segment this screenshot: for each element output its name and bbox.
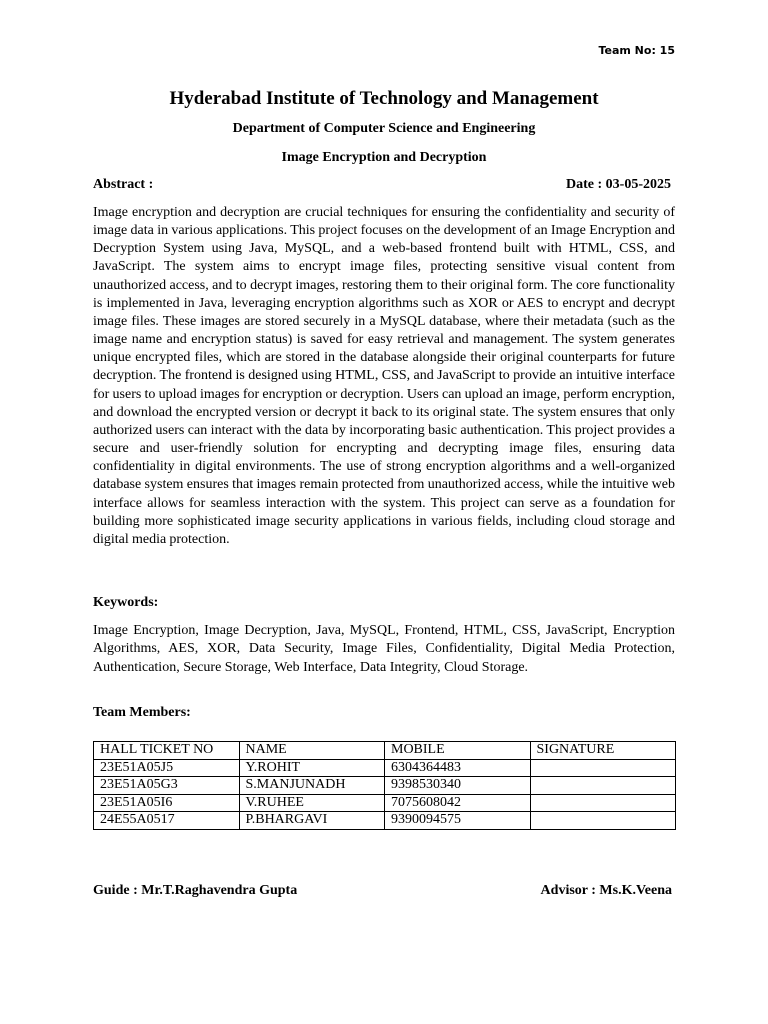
table-row xyxy=(94,777,676,795)
column-header-name: NAME xyxy=(239,742,385,760)
abstract-text: Image encryption and decryption are crucial techniques for ensuring the confidentiality and security of image data in various applications. This project focuses on the development of an Image Encryption and Decryption System using Java, MySQL, and a web-based frontend built with HTML, CSS, and JavaScript. The system aims to encrypt image files, protecting sensitive visual content from unauthorized access, and to decrypt images, restoring them to their original form. The core functionality is implemented in Java, leveraging encryption algorithms such as XOR or AES to encrypt and decrypt image files. These images are stored securely in a MySQL database, where their metadata (such as the image name and encryption status) is saved for easy retrieval and management. The system generates unique encrypted files, which are stored in the database alongside their original counterparts for future decryption. The frontend is designed using HTML, CSS, and JavaScript to provide an intuitive interface for users to upload images for encryption or decryption. Users can upload an image, perform encryption, and download the encrypted version or decrypt it back to its original state. The system ensures that only authorized users can interact with the data by incorporating basic authentication. This project provides a secure and user-friendly solution for encrypting and decrypting image files, ensuring data confidentiality in digital environments. The use of strong encryption algorithms and a well-organized database system ensures that images remain protected from unauthorized access, while the intuitive web interface allows for seamless interaction with the system. This project can serve as a foundation for building more sophisticated image security applications in various fields, including cloud storage and digital media protection. xyxy=(93,205,675,547)
table-row xyxy=(94,794,676,812)
hall-ticket-cell: 24E55A0517 xyxy=(94,812,240,830)
name-cell: P.BHARGAVI xyxy=(239,812,385,830)
table-header-row xyxy=(94,742,676,760)
team-members-label: Team Members: xyxy=(93,705,191,720)
name-cell: S.MANJUNADH xyxy=(239,777,385,795)
signature-cell xyxy=(530,777,676,795)
project-title: Image Encryption and Decryption xyxy=(281,150,487,165)
column-header-hall-ticket: HALL TICKET NO xyxy=(94,742,240,760)
mobile-cell: 7075608042 xyxy=(385,794,531,812)
advisor-name: Advisor : Ms.K.Veena xyxy=(540,883,672,898)
mobile-cell: 6304364483 xyxy=(385,759,531,777)
abstract-label: Abstract : xyxy=(93,177,154,192)
team-number: Team No: 15 xyxy=(598,44,675,57)
guide-name: Guide : Mr.T.Raghavendra Gupta xyxy=(93,883,298,898)
signature-cell xyxy=(530,759,676,777)
hall-ticket-cell: 23E51A05G3 xyxy=(94,777,240,795)
name-cell: V.RUHEE xyxy=(239,794,385,812)
mobile-cell: 9398530340 xyxy=(385,777,531,795)
hall-ticket-cell: 23E51A05I6 xyxy=(94,794,240,812)
date-label: Date : 03-05-2025 xyxy=(566,177,671,192)
institute-title: Hyderabad Institute of Technology and Management xyxy=(169,88,599,109)
document-page xyxy=(93,0,675,1024)
column-header-signature: SIGNATURE xyxy=(530,742,676,760)
table-row xyxy=(94,759,676,777)
signature-cell xyxy=(530,794,676,812)
team-members-table xyxy=(93,741,676,830)
name-cell: Y.ROHIT xyxy=(239,759,385,777)
signature-cell xyxy=(530,812,676,830)
mobile-cell: 9390094575 xyxy=(385,812,531,830)
column-header-mobile: MOBILE xyxy=(385,742,531,760)
keywords-label: Keywords: xyxy=(93,595,159,610)
department-name: Department of Computer Science and Engineering xyxy=(232,121,536,136)
hall-ticket-cell: 23E51A05J5 xyxy=(94,759,240,777)
table-row xyxy=(94,812,676,830)
keywords-text: Image Encryption, Image Decryption, Java, MySQL, Frontend, HTML, CSS, JavaScript, Encryption Algorithms, AES, XOR, Data Security, Image Files, Confidentiality, Digital Media Protection, Authentication, Secure Storage, Web Interface, Data Integrity, Cloud Storage. xyxy=(93,623,675,675)
